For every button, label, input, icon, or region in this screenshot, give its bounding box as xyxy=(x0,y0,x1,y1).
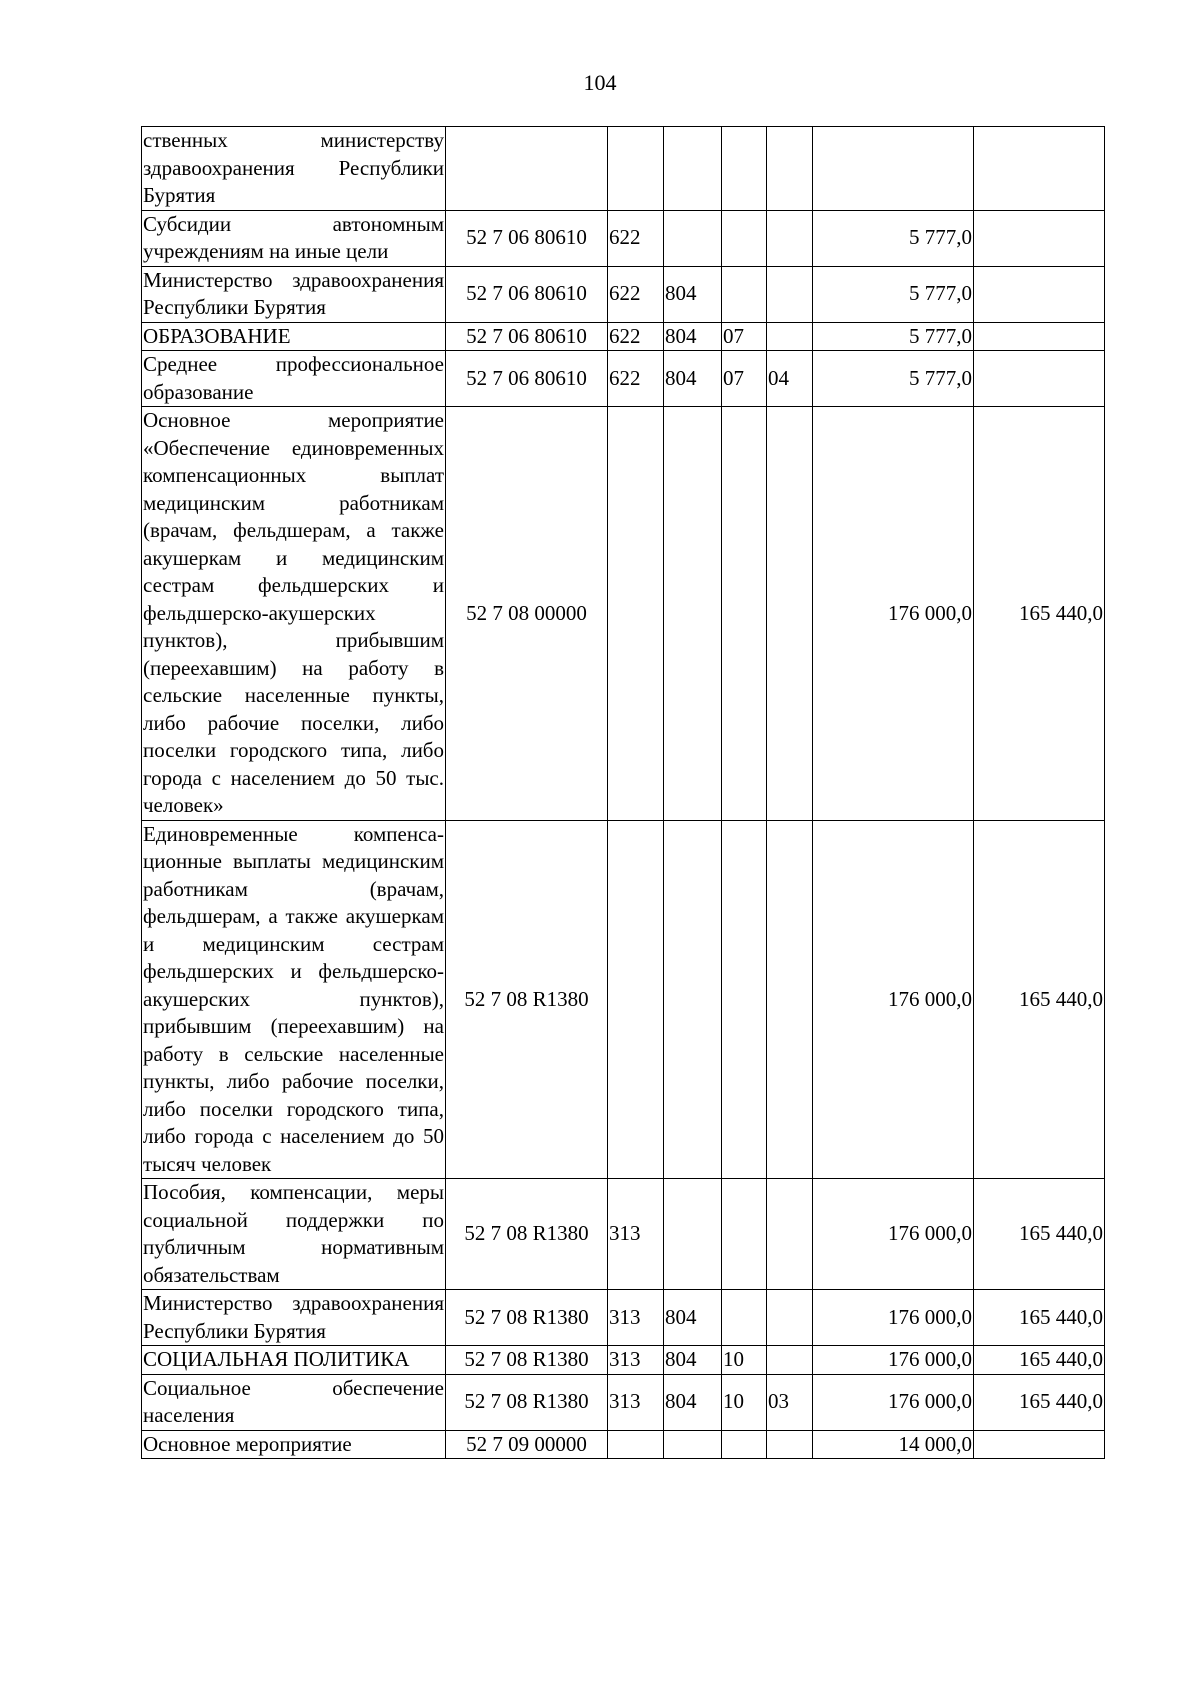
table-row xyxy=(142,1374,1105,1430)
cell-name: Единовременные компенсационные выплаты медицинским работникам (врачам, фельдшерам, а также акушеркам и медицинским сестрам фельдшерских и фельдшерско-акушерских пунктов), прибывшим (переехавшим) на работу в сельские населенные пункты, либо рабочие поселки, либо поселки городского типа, либо города с населением до 50 тысяч человек xyxy=(142,820,446,1179)
cell-name: Субсидии автономным учреждениям на иные цели xyxy=(142,210,446,266)
table-row xyxy=(142,407,1105,821)
cell-subsection xyxy=(767,322,813,351)
cell-expense-type: 622 xyxy=(608,266,664,322)
cell-name: Пособия, компенсации, меры социальной поддержки по публичным нормативным обязательствам xyxy=(142,1179,446,1290)
cell-target-article xyxy=(446,127,608,211)
cell-subsection: 03 xyxy=(767,1374,813,1430)
cell-amount-1: 14 000,0 xyxy=(813,1430,974,1459)
cell-target-article: 52 7 08 R1380 xyxy=(446,1346,608,1375)
cell-ministry-code: 804 xyxy=(664,1374,722,1430)
cell-amount-2: 165 440,0 xyxy=(974,820,1105,1179)
cell-expense-type: 622 xyxy=(608,351,664,407)
cell-amount-1 xyxy=(813,127,974,211)
cell-amount-1: 176 000,0 xyxy=(813,1374,974,1430)
cell-section xyxy=(722,1179,767,1290)
table-row xyxy=(142,820,1105,1179)
cell-subsection xyxy=(767,266,813,322)
table-row xyxy=(142,127,1105,211)
cell-amount-1: 5 777,0 xyxy=(813,266,974,322)
cell-amount-2 xyxy=(974,322,1105,351)
cell-name: ственных министерству здравоохранения Республики Бурятия xyxy=(142,127,446,211)
cell-amount-2 xyxy=(974,210,1105,266)
cell-ministry-code xyxy=(664,1179,722,1290)
cell-amount-1: 176 000,0 xyxy=(813,820,974,1179)
cell-section xyxy=(722,407,767,821)
table-row xyxy=(142,1430,1105,1459)
cell-ministry-code: 804 xyxy=(664,266,722,322)
table-body xyxy=(142,127,1105,1459)
cell-subsection xyxy=(767,210,813,266)
cell-amount-2: 165 440,0 xyxy=(974,1179,1105,1290)
cell-target-article: 52 7 06 80610 xyxy=(446,322,608,351)
cell-section xyxy=(722,127,767,211)
cell-expense-type xyxy=(608,127,664,211)
cell-subsection xyxy=(767,1290,813,1346)
cell-name: Среднее профессиональное образование xyxy=(142,351,446,407)
cell-expense-type: 313 xyxy=(608,1179,664,1290)
cell-section: 07 xyxy=(722,351,767,407)
cell-amount-2: 165 440,0 xyxy=(974,407,1105,821)
table-row xyxy=(142,1346,1105,1375)
cell-ministry-code: 804 xyxy=(664,1290,722,1346)
cell-target-article: 52 7 08 R1380 xyxy=(446,1374,608,1430)
cell-amount-2 xyxy=(974,351,1105,407)
cell-expense-type: 622 xyxy=(608,322,664,351)
cell-section xyxy=(722,1430,767,1459)
cell-ministry-code xyxy=(664,210,722,266)
cell-ministry-code xyxy=(664,127,722,211)
cell-subsection xyxy=(767,407,813,821)
cell-expense-type: 622 xyxy=(608,210,664,266)
cell-amount-1: 176 000,0 xyxy=(813,1346,974,1375)
cell-amount-1: 176 000,0 xyxy=(813,1290,974,1346)
cell-amount-1: 176 000,0 xyxy=(813,407,974,821)
cell-expense-type xyxy=(608,1430,664,1459)
page-number: 104 xyxy=(583,70,617,95)
cell-ministry-code xyxy=(664,407,722,821)
cell-amount-2 xyxy=(974,266,1105,322)
cell-ministry-code: 804 xyxy=(664,1346,722,1375)
cell-name: Социальное обеспечение населения xyxy=(142,1374,446,1430)
cell-subsection xyxy=(767,1179,813,1290)
cell-target-article: 52 7 06 80610 xyxy=(446,266,608,322)
table-row xyxy=(142,210,1105,266)
cell-section: 10 xyxy=(722,1374,767,1430)
cell-target-article: 52 7 06 80610 xyxy=(446,210,608,266)
cell-expense-type: 313 xyxy=(608,1374,664,1430)
cell-name: Основное мероприятие «Обеспечение единовременных компенсационных выплат медицинским работникам (врачам, фельдшерам, а также акушеркам и медицинским сестрам фельдшерских и фельдшерско-акушерских пунктов), прибывшим (переехавшим) на работу в сельские населенные пункты, либо рабочие поселки, либо поселки городского типа, либо города с населением до 50 тыс. человек» xyxy=(142,407,446,821)
cell-subsection: 04 xyxy=(767,351,813,407)
cell-expense-type xyxy=(608,820,664,1179)
cell-name: Министерство здравоохранения Республики Бурятия xyxy=(142,266,446,322)
cell-amount-1: 5 777,0 xyxy=(813,351,974,407)
cell-amount-1: 176 000,0 xyxy=(813,1179,974,1290)
cell-ministry-code: 804 xyxy=(664,322,722,351)
cell-amount-2 xyxy=(974,1430,1105,1459)
table-row xyxy=(142,1179,1105,1290)
cell-ministry-code: 804 xyxy=(664,351,722,407)
cell-amount-2: 165 440,0 xyxy=(974,1374,1105,1430)
cell-target-article: 52 7 08 00000 xyxy=(446,407,608,821)
cell-section xyxy=(722,266,767,322)
cell-name: Министерство здравоохранения Республики Бурятия xyxy=(142,1290,446,1346)
table-row xyxy=(142,351,1105,407)
table-row xyxy=(142,266,1105,322)
cell-name: ОБРАЗОВАНИЕ xyxy=(142,322,446,351)
cell-target-article: 52 7 08 R1380 xyxy=(446,1179,608,1290)
cell-section: 07 xyxy=(722,322,767,351)
cell-expense-type: 313 xyxy=(608,1346,664,1375)
cell-expense-type: 313 xyxy=(608,1290,664,1346)
cell-amount-2: 165 440,0 xyxy=(974,1290,1105,1346)
table-row xyxy=(142,1290,1105,1346)
cell-expense-type xyxy=(608,407,664,821)
cell-target-article: 52 7 09 00000 xyxy=(446,1430,608,1459)
cell-amount-1: 5 777,0 xyxy=(813,210,974,266)
cell-target-article: 52 7 08 R1380 xyxy=(446,1290,608,1346)
cell-ministry-code xyxy=(664,1430,722,1459)
budget-table xyxy=(141,126,1105,1459)
cell-amount-1: 5 777,0 xyxy=(813,322,974,351)
cell-amount-2 xyxy=(974,127,1105,211)
cell-subsection xyxy=(767,1346,813,1375)
cell-subsection xyxy=(767,820,813,1179)
cell-target-article: 52 7 06 80610 xyxy=(446,351,608,407)
cell-amount-2: 165 440,0 xyxy=(974,1346,1105,1375)
cell-target-article: 52 7 08 R1380 xyxy=(446,820,608,1179)
cell-name: Основное мероприятие xyxy=(142,1430,446,1459)
cell-subsection xyxy=(767,127,813,211)
cell-section: 10 xyxy=(722,1346,767,1375)
cell-name: СОЦИАЛЬНАЯ ПОЛИТИКА xyxy=(142,1346,446,1375)
cell-section xyxy=(722,210,767,266)
table-row xyxy=(142,322,1105,351)
cell-section xyxy=(722,1290,767,1346)
cell-ministry-code xyxy=(664,820,722,1179)
cell-subsection xyxy=(767,1430,813,1459)
cell-section xyxy=(722,820,767,1179)
